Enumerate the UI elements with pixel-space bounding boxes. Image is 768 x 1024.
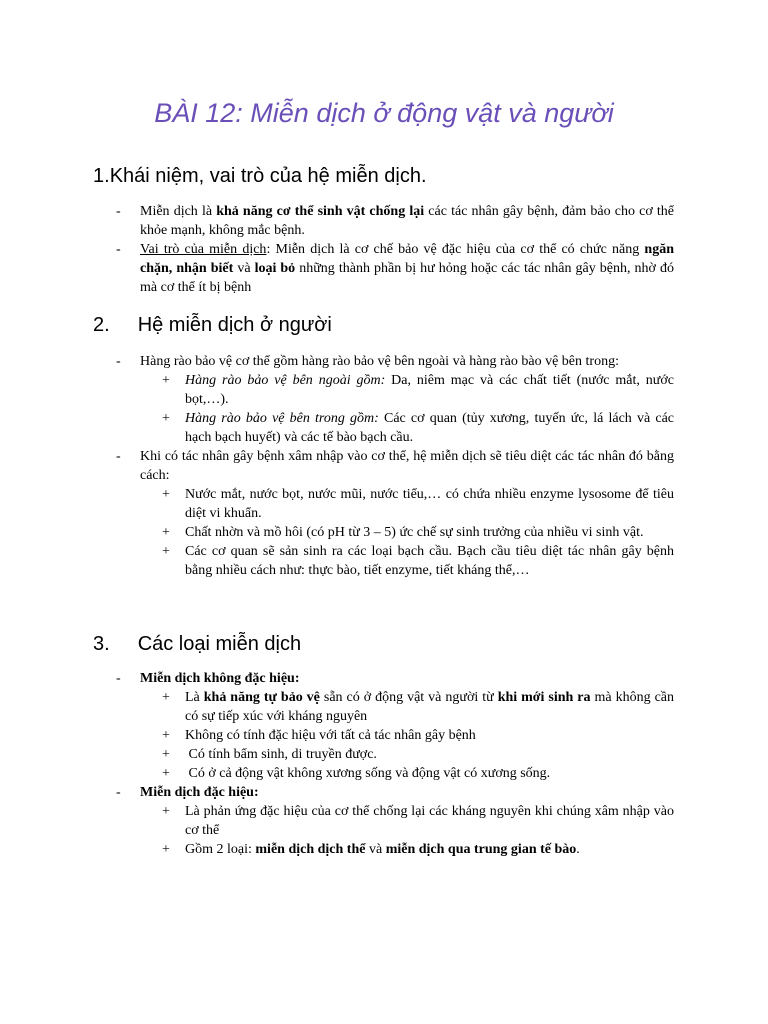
section-title: Hệ miễn dịch ở người — [137, 314, 332, 336]
section-title: Các loại miễn dịch — [137, 633, 302, 655]
section-2-heading — [93, 314, 332, 337]
sub-list-item: + Gồm 2 loại: miễn dịch dịch thể và miễn dịch qua trung gian tế bào. — [162, 842, 580, 857]
sub-list-item: + Là phản ứng đặc hiệu của cơ thể chống lại các kháng nguyên khi chúng xâm nhập vào cơ thể — [162, 804, 674, 838]
sub-list-item: + Hàng rào bảo vệ bên ngoài gồm: Da, niêm mạc và các chất tiết (nước mắt, nước bọt,…). — [162, 373, 674, 407]
list-item: - Miễn dịch đặc hiệu: — [116, 785, 259, 800]
plus-bullet: + — [162, 544, 170, 559]
plus-bullet: + — [162, 728, 170, 743]
plus-bullet: + — [162, 373, 170, 388]
plus-bullet: + — [162, 804, 170, 819]
dash-bullet: - — [116, 242, 121, 257]
plus-bullet: + — [162, 766, 170, 781]
sub-list-item: + Có tính bẩm sinh, di truyền được. — [162, 747, 377, 762]
dash-bullet: - — [116, 354, 121, 369]
sub-list-item: + Nước mắt, nước bọt, nước mũi, nước tiểu,… có chứa nhiều enzyme lysosome để tiêu diệt vi khuẩn. — [162, 487, 674, 521]
list-item: - Vai trò của miễn dịch: Miễn dịch là cơ chế bảo vệ đặc hiệu của cơ thể có chức năng ngăn chặn, nhận biết và loại bỏ những thành phần bị hư hỏng hoặc các tác nhân gây bệnh, nhờ đó mà cơ thể ít bị bệnh — [116, 242, 674, 295]
list-item: - Khi có tác nhân gây bệnh xâm nhập vào cơ thể, hệ miễn dịch sẽ tiêu diệt các tác nhân đó bằng cách: — [116, 449, 674, 483]
section-1-list — [0, 202, 768, 297]
section-2-list — [0, 352, 768, 580]
dash-bullet: - — [116, 449, 121, 464]
list-item: - Miễn dịch là khả năng cơ thể sinh vật chống lại các tác nhân gây bệnh, đảm bảo cho cơ thể khỏe mạnh, không mắc bệnh. — [116, 204, 674, 238]
plus-bullet: + — [162, 747, 170, 762]
section-title: Khái niệm, vai trò của hệ miễn dịch. — [109, 165, 427, 187]
dash-bullet: - — [116, 671, 121, 686]
plus-bullet: + — [162, 690, 170, 705]
section-number: 3. — [93, 633, 110, 655]
plus-bullet: + — [162, 525, 170, 540]
section-1-heading — [93, 165, 427, 188]
section-3-heading — [93, 633, 301, 656]
section-number: 1. — [93, 165, 110, 187]
plus-bullet: + — [162, 411, 170, 426]
page-title: BÀI 12: Miễn dịch ở động vật và người — [154, 98, 614, 128]
sub-list-item: + Hàng rào bảo vệ bên trong gồm: Các cơ quan (tủy xương, tuyến ức, lá lách và các hạch bạch huyết) và các tế bào bạch cầu. — [162, 411, 674, 445]
plus-bullet: + — [162, 487, 170, 502]
sub-list-item: + Có ở cả động vật không xương sống và động vật có xương sống. — [162, 766, 551, 781]
sub-list-item: + Là khả năng tự bảo vệ sẵn có ở động vật và người từ khi mới sinh ra mà không cần có sự tiếp xúc với kháng nguyên — [162, 690, 675, 724]
section-number: 2. — [93, 314, 110, 336]
plus-bullet: + — [162, 842, 170, 857]
dash-bullet: - — [116, 785, 121, 800]
sub-list-item: + Các cơ quan sẽ sản sinh ra các loại bạch cầu. Bạch cầu tiêu diệt tác nhân gây bệnh bằng nhiều cách như: thực bào, tiết enzyme, tiết kháng thể,… — [162, 544, 674, 578]
list-item: - Miễn dịch không đặc hiệu: — [116, 671, 300, 686]
list-item: - Hàng rào bảo vệ cơ thể gồm hàng rào bảo vệ bên ngoài và hàng rào bào vệ bên trong: — [116, 354, 619, 369]
dash-bullet: - — [116, 204, 121, 219]
sub-list-item: + Không có tính đặc hiệu với tất cả tác nhân gây bệnh — [162, 728, 476, 743]
section-3-list — [0, 669, 768, 859]
sub-list-item: + Chất nhờn và mồ hôi (có pH từ 3 – 5) ức chế sự sinh trưởng của nhiều vi sinh vật. — [162, 525, 644, 540]
